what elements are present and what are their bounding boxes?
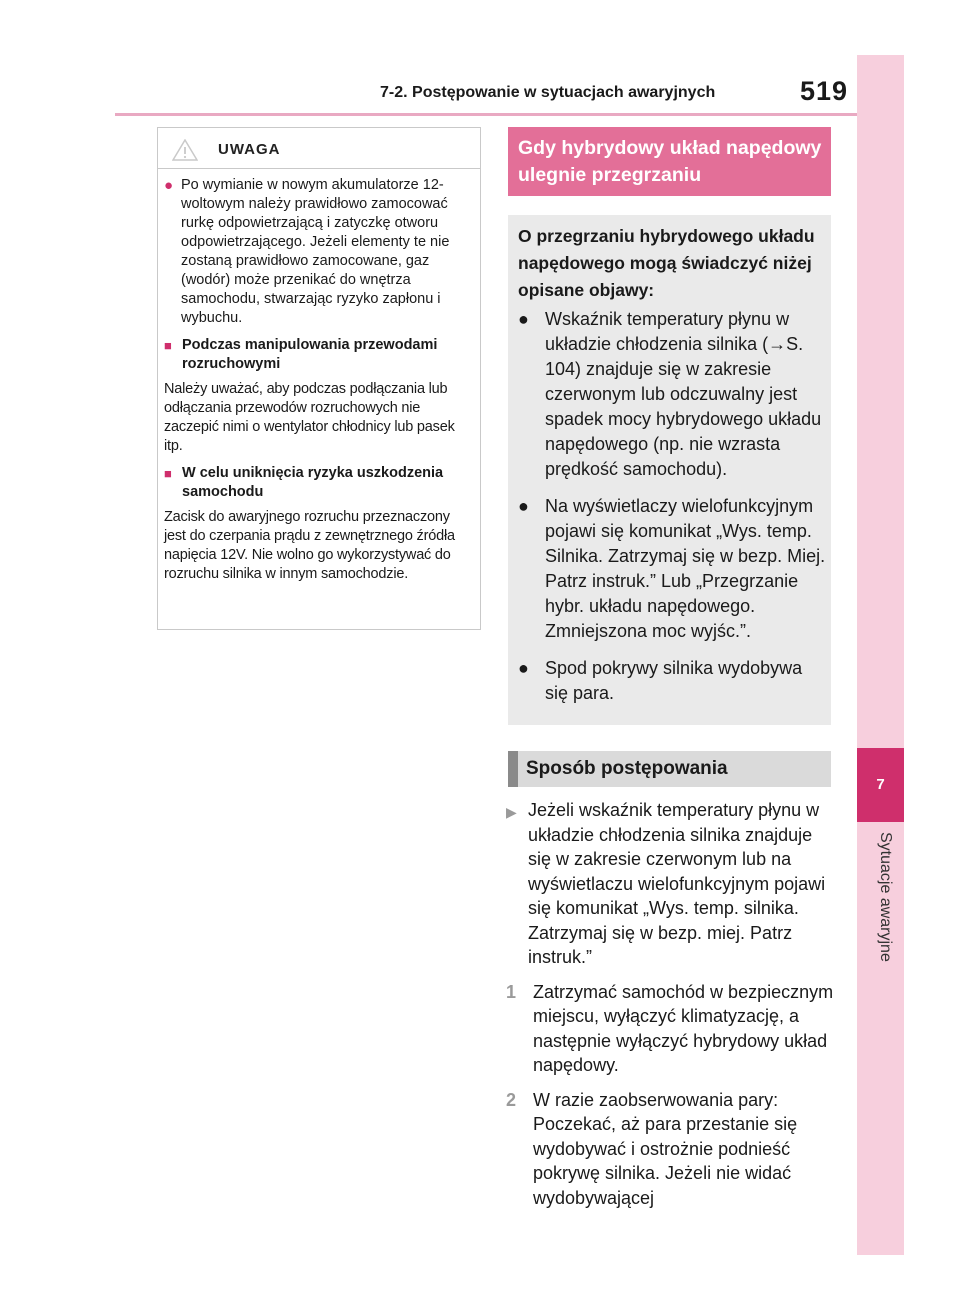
list-item [518, 494, 828, 644]
warning-subheading-1 [164, 336, 472, 374]
warning-subheading-2-text: W celu uniknięcia ryzyka uszkodzenia samochodu [182, 465, 444, 500]
warning-header [158, 128, 480, 169]
bullet-dot-icon: ● [164, 177, 174, 194]
warning-subheading-1-text: Podczas manipulowania przewodami rozruchowymi [182, 337, 438, 372]
arrow-right-icon: ▶ [506, 804, 517, 820]
procedure-intro [506, 798, 834, 970]
warning-bullet-text: Po wymianie w nowym akumulatorze 12-woltowym należy prawidłowo zamocować rurkę odpowietrzającą i zatyczkę otworu odpowietrzającego. Jeżeli elementy te nie zostaną prawidłowo zamocowane, gaz (wodór) może przenikać do wnętrza samochodu, stwarzając ryzyko zapłonu i wybuchu. [181, 177, 450, 326]
warning-box [157, 127, 481, 630]
bullet-dot-icon: ● [518, 309, 529, 329]
warning-bullet [164, 176, 472, 328]
procedure-step [506, 980, 834, 1078]
square-bullet-icon: ■ [164, 466, 172, 481]
bullet-dot-icon: ● [518, 658, 529, 678]
step-text: Zatrzymać samochód w bezpiecznym miejscu, wyłączyć klimatyzację, a następnie wyłączyć hybrydowy układ napędowy. [533, 981, 834, 1075]
chapter-number: 7 [857, 748, 904, 822]
header-divider [115, 113, 857, 116]
procedure-content [506, 798, 834, 1210]
overheat-section-banner [508, 127, 831, 196]
symptom-text: Spod pokrywy silnika wydobywa się para. [545, 658, 803, 703]
procedure-section-title: Sposób postępowania [526, 758, 728, 779]
procedure-step [506, 1088, 834, 1211]
procedure-intro-text: Jeżeli wskaźnik temperatury płynu w układzie chłodzenia silnika znajduje się w zakresie czerwonym lub na wyświetlaczu wielofunkcyjnym pojawi się komunikat „Wys. temp. silnika. Zatrzymaj się w bezp. miej. Patrz instruk.” [528, 800, 826, 967]
warning-subheading-2 [164, 464, 472, 502]
warning-triangle-icon [172, 139, 198, 161]
symptom-text: Wskaźnik temperatury płynu w układzie chłodzenia silnika (→S. 104) znajduje się w zakresie czerwonym lub odczuwalny jest spadek mocy hybrydowego układu napędowego (np. nie wzrasta prędkość samochodu). [545, 309, 822, 479]
symptoms-intro: O przegrzaniu hybrydowego układu napędowego mogą świadczyć niżej opisane objawy: [518, 226, 815, 300]
warning-title: UWAGA [218, 141, 281, 158]
warning-paragraph-2: Zacisk do awaryjnego rozruchu przeznaczony jest do czerpania prądu z zewnętrznego źródła napięcia 12V. Nie wolno go wykorzystywać do rozruchu silnika w innym samochodzie. [164, 509, 455, 582]
chapter-label: Sytuacje awaryjne [877, 832, 894, 962]
banner-stripe [508, 751, 518, 787]
section-title: 7-2. Postępowanie w sytuacjach awaryjnych [380, 84, 716, 101]
warning-body [164, 176, 472, 584]
page-number: 519 [800, 76, 849, 106]
warning-paragraph-1: Należy uważać, aby podczas podłączania lub odłączania przewodów rozruchowych nie zaczepić nimi o wentylator chłodnicy lub pasek itp. [164, 381, 455, 454]
symptom-text: Na wyświetlaczy wielofunkcyjnym pojawi się komunikat „Wys. temp. Silnika. Zatrzymaj się w bezp. Miej. Patrz instruk.” Lub „Przegrzanie hybr. układu napędowego. Zmniejszona moc wyjśc.”. [545, 496, 826, 641]
square-bullet-icon: ■ [164, 338, 172, 353]
symptoms-list [518, 307, 828, 718]
procedure-section-banner [508, 751, 831, 787]
symptoms-box [508, 215, 831, 725]
step-text: W razie zaobserwowania pary: Poczekać, aż para przestanie się wydobywać i ostrożnie podnieść pokrywę silnika. Jeżeli nie widać wydobywającej [533, 1089, 798, 1208]
step-number: 2 [506, 1089, 517, 1110]
step-number: 1 [506, 981, 517, 1002]
bullet-dot-icon: ● [518, 496, 529, 516]
list-item [518, 307, 828, 482]
list-item [518, 656, 828, 706]
overheat-section-title: Gdy hybrydowy układ napędowy ulegnie przegrzaniu [518, 137, 822, 186]
chapter-side-tab [857, 55, 904, 1255]
